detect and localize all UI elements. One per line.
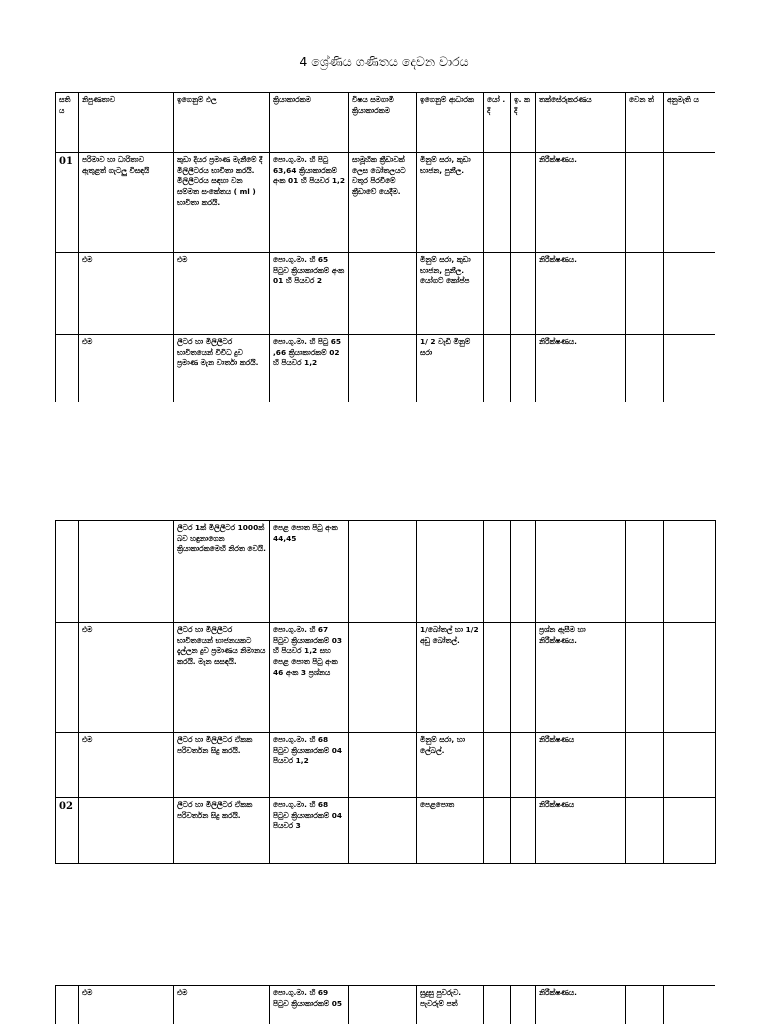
approval-cell (664, 798, 716, 864)
evaluation-cell: නිරීක්ෂණය (536, 798, 626, 864)
evaluation-cell (536, 521, 626, 623)
competency-cell: එම (79, 986, 174, 1024)
header-week: සතිය (56, 93, 79, 153)
outcome-cell: කුඩා දියර ප්‍රමාණ මැනීමේ දී මිලිලීටරය භාවිතා කරයි. මිලිලීටරය සඳහා වන සම්මත සංකේතය ( ml ) භාවිතා කරයි. (174, 153, 270, 253)
resources-cell: මිනුම් සරා, කුඩා භාජන, පුනීල. (417, 153, 484, 253)
lesson-plan-table-1 (55, 92, 715, 402)
table-header-row (56, 93, 716, 153)
approval-cell (664, 521, 716, 623)
activity-cell: පො.ගු.මා. හි 67 පිටුව ක්‍රියාකාරකම් 03 හි පියවර 1,2 සහ පෙළ පොත පිටු අංක 46 අංක 3 ප්‍රශ්නය (270, 623, 349, 733)
yo-cell (484, 153, 511, 253)
resources-cell (417, 521, 484, 623)
week-cell (56, 521, 79, 623)
week-cell (56, 335, 79, 403)
other-cell (626, 733, 664, 798)
approval-cell (664, 335, 716, 403)
other-cell (626, 253, 664, 335)
co-curricular-cell (349, 253, 417, 335)
co-curricular-cell (349, 521, 417, 623)
header-approval: අනුමැති ය (664, 93, 716, 153)
outcome-cell: ලීටර හා මිලිලීටර භාවිතයෙන් භාජනයකට දැල්ලන දුව ප්‍රමාණය නිමානය කරයි. මැන සසඳයි. (174, 623, 270, 733)
resources-cell: සුදුසු පුවරුව. පැවරුම් පත් (417, 986, 484, 1024)
competency-cell: එම (79, 335, 174, 403)
yo-cell (484, 623, 511, 733)
header-competency: නිපුණතාව (79, 93, 174, 153)
header-outcome: ඉගෙනුම් ඵල (174, 93, 270, 153)
competency-cell (79, 798, 174, 864)
approval-cell (664, 986, 716, 1024)
activity-cell: පො.ගු.මා. හි 69 පිටුව ක්‍රියාකාරකම් 05 (270, 986, 349, 1024)
resources-cell: මිනුම් සරා, කුඩා භාජන, පුනීල. යෝගට් කෝප්ප (417, 253, 484, 335)
other-cell (626, 798, 664, 864)
week-cell: 01 (56, 153, 79, 253)
table-row (56, 798, 716, 864)
resources-cell: 1/බෝතල් හා 1/2 අඩු බෝතල්. (417, 623, 484, 733)
evaluation-cell: නිරීක්ෂණය. (536, 986, 626, 1024)
co-curricular-cell: සාමූහික ක්‍රීඩාවක් ලෙස බෝතලයට වතුර පිරවීමේ ක්‍රීඩාවේ යෙදීම. (349, 153, 417, 253)
activity-cell: පො.ගු.මා. හි 65 පිටුව ක්‍රියාකාරකම් අංක 01 හි පියවර 2 (270, 253, 349, 335)
outcome-cell: ලීටර හා මිලිලීටර ඒකක පරිවර්තන සිදු කරයි. (174, 798, 270, 864)
resources-cell: 1/ 2 වැඩි මිනුම් සරා (417, 335, 484, 403)
header-activity: ක්‍රියාකාරකම (270, 93, 349, 153)
ik-cell (511, 733, 536, 798)
other-cell (626, 521, 664, 623)
ik-cell (511, 335, 536, 403)
table-row (56, 521, 716, 623)
co-curricular-cell (349, 733, 417, 798)
header-other: වෙන ත් (626, 93, 664, 153)
header-evaluation: තක්සේරුකරණය (536, 93, 626, 153)
evaluation-cell: නිරීක්ෂණය. (536, 253, 626, 335)
yo-cell (484, 253, 511, 335)
evaluation-cell: නිරීක්ෂණය (536, 733, 626, 798)
table-section-1-clip (55, 92, 715, 402)
header-yo: යෝ . දි (484, 93, 511, 153)
page-title: 4 ශ්‍රේණිය ගණිතය දෙවන වාරය (299, 54, 469, 69)
header-resources: ඉගෙනුම් ආධාරක (417, 93, 484, 153)
outcome-cell: එම (174, 986, 270, 1024)
table-row (56, 733, 716, 798)
competency-cell: එම (79, 733, 174, 798)
activity-cell: පෙළ පොත පිටු අංක 44,45 (270, 521, 349, 623)
evaluation-cell: නිරීක්ෂණය. (536, 153, 626, 253)
competency-cell (79, 521, 174, 623)
week-cell (56, 253, 79, 335)
lesson-plan-table-2 (55, 520, 716, 864)
header-ik: ඉ. ක දි (511, 93, 536, 153)
table-row (56, 253, 716, 335)
table-row (56, 623, 716, 733)
yo-cell (484, 521, 511, 623)
outcome-cell: ලීටර 1ක් මිලිලීටර 1000ක් බව හඳුනාගෙන ක්‍රියාකාරකමෙහි නිරත වෙයි. (174, 521, 270, 623)
ik-cell (511, 521, 536, 623)
week-cell (56, 733, 79, 798)
yo-cell (484, 798, 511, 864)
ik-cell (511, 253, 536, 335)
header-co-curricular: විෂය සමගාමී ක්‍රියාකාරකම (349, 93, 417, 153)
activity-cell: පො.ගු.මා. හි 68 පිටුව ක්‍රියාකාරකම් 04 පියවර 3 (270, 798, 349, 864)
co-curricular-cell (349, 986, 417, 1024)
activity-cell: පො.ගු.මා. හි 68 පිටුව ක්‍රියාකාරකම් 04 පියවර 1,2 (270, 733, 349, 798)
other-cell (626, 335, 664, 403)
activity-cell: පො.ගු.මා. හි පිටු 63,64 ක්‍රියාකාරකම් අංක 01 හි පියවර 1,2 (270, 153, 349, 253)
ik-cell (511, 153, 536, 253)
approval-cell (664, 733, 716, 798)
outcome-cell: ලීටර හා මිලිලීටර භාවිතයෙන් විවිධ දුව ප්‍රමාණ මැන වාර්තා කරයි. (174, 335, 270, 403)
competency-cell: පරිමාව හා ධාරිතාව ඇතුළත් ගැටලු විසඳයි (79, 153, 174, 253)
approval-cell (664, 253, 716, 335)
co-curricular-cell (349, 335, 417, 403)
yo-cell (484, 733, 511, 798)
lesson-plan-table-3 (55, 985, 715, 1024)
activity-cell: පො.ගු.මා. හි පිටු 65 ,66 ක්‍රියාකාරකම් 02 හි පියවර 1,2 (270, 335, 349, 403)
week-cell (56, 986, 79, 1024)
ik-cell (511, 986, 536, 1024)
table-row (56, 986, 716, 1024)
table-section-3-clip (55, 985, 715, 1024)
week-cell: 02 (56, 798, 79, 864)
outcome-cell: ලීටර හා මිලිලීටර ඒකක පරිවර්තන සිදු කරයි. (174, 733, 270, 798)
approval-cell (664, 623, 716, 733)
table-row (56, 153, 716, 253)
outcome-cell: එම (174, 253, 270, 335)
approval-cell (664, 153, 716, 253)
ik-cell (511, 623, 536, 733)
other-cell (626, 986, 664, 1024)
evaluation-cell: නිරීක්ෂණය. (536, 335, 626, 403)
table-row (56, 335, 716, 403)
evaluation-cell: ප්‍රශ්න ඇසීම හා නිරීක්ෂණය. (536, 623, 626, 733)
yo-cell (484, 335, 511, 403)
yo-cell (484, 986, 511, 1024)
resources-cell: මිනුම් සරා, හා ලේබල්. (417, 733, 484, 798)
competency-cell: එම (79, 253, 174, 335)
resources-cell: පෙළපොත (417, 798, 484, 864)
other-cell (626, 153, 664, 253)
ik-cell (511, 798, 536, 864)
competency-cell: එම (79, 623, 174, 733)
co-curricular-cell (349, 798, 417, 864)
week-cell (56, 623, 79, 733)
co-curricular-cell (349, 623, 417, 733)
other-cell (626, 623, 664, 733)
